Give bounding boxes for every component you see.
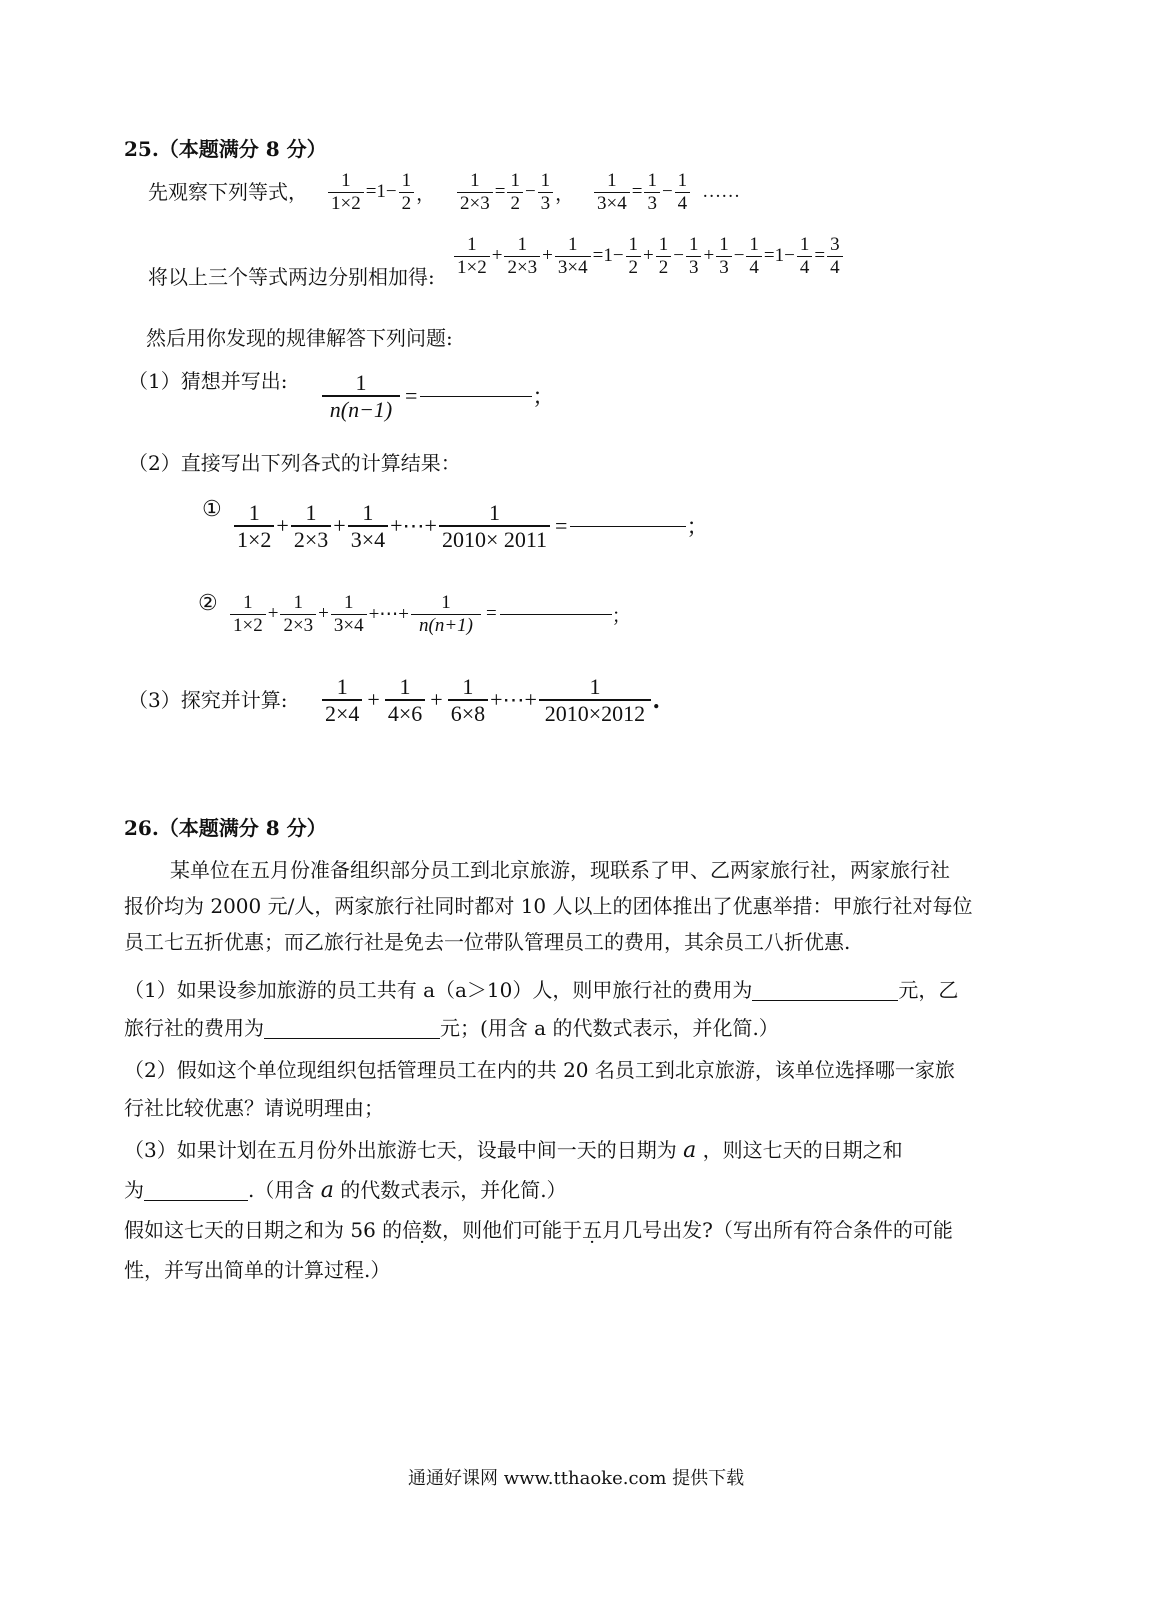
q25-eq1: $\frac{1}{1\times 2}$ =1− $\frac{1}{2}$ ， [326,170,435,215]
emphasis-dotted-text: 倍数 [402,1218,443,1242]
frac: $\frac{1}{6\times 8}$ [448,674,488,726]
frac: $\frac{1}{2\times 3}$ [280,592,316,637]
q25-eq3: $\frac{1}{3\times 4}$ = $\frac{1}{3}$ − $\frac{1}{4}$ …… [592,170,740,215]
q26-intro-line2: 报价均为 2000 元/人，两家旅行社同时都对 10 人以上的团体推出了优惠举措：甲旅行社对每位 [124,894,973,918]
q26-p2-line2: 行社比较优惠？请说明理由； [124,1096,384,1120]
frac: $\frac{1}{1\times 2}$ [234,500,274,552]
q26-p3-line1: （3）如果计划在五月份外出旅游七天，设最中间一天的日期为 a ，则这七天的日期之和 [124,1138,903,1163]
frac: $\frac{1}{3\times 4}$ [555,234,591,279]
circled-2-marker: ② [198,591,218,616]
frac: $\frac{1}{3\times 4}$ [594,170,630,215]
frac: $\frac{1}{3\times 4}$ [331,592,367,637]
q26-p2-line1: （2）假如这个单位现组织包括管理员工在内的共 20 名员工到北京旅游，该单位选择哪一家旅 [124,1058,955,1082]
emphasis-dotted-text: 于五月 [562,1218,623,1242]
q25-p1-expr: $\frac{1}{n(n-1)}$ = ； [320,370,554,422]
frac: $\frac{1}{2}$ [656,234,672,279]
answer-blank[interactable] [420,395,532,397]
frac: $\frac{1}{1\times 2}$ [230,592,266,637]
q25-p3-label: （3）探究并计算: [128,688,288,712]
q26-p1-line2: 旅行社的费用为 元；(用含 a 的代数式表示，并化简.） [124,1016,779,1040]
answer-blank[interactable] [570,525,686,527]
q26-p1-line1: （1）如果设参加旅游的员工共有 a（a＞10）人，则甲旅行社的费用为 元，乙 [124,978,959,1002]
q25-eq2: $\frac{1}{2\times 3}$ = $\frac{1}{2}$ − $\frac{1}{3}$ ， [455,170,574,215]
frac: $\frac{1}{2\times 3}$ [504,234,540,279]
q25-header: 25.（本题满分 8 分） [124,137,327,161]
q26-header: 26.（本题满分 8 分） [124,816,327,840]
q26-intro-line1: 某单位在五月份准备组织部分员工到北京旅游，现联系了甲、乙两家旅行社，两家旅行社 [170,858,950,882]
q25-then-text: 然后用你发现的规律解答下列问题: [146,326,453,350]
q25-p2-label: （2）直接写出下列各式的计算结果： [128,451,461,475]
q25-p2a-expr: $\frac{1}{1\times 2}$ + $\frac{1}{2\times 3}$ + $\frac{1}{3\times 4}$ +⋯+ $\frac{1}{2010\times 2011}$ = ； [232,500,708,552]
q26-p3-line3: 假如这七天的日期之和为 56 的倍数，则他们可能于五月几号出发?（写出所有符合条件的可能 [124,1212,953,1248]
page-footer: 通通好课网 www.tthaoke.com 提供下载 [408,1468,745,1489]
frac: $\frac{1}{1\times 2}$ [328,170,364,215]
frac: $\frac{1}{4}$ [675,170,691,215]
frac: $\frac{1}{2\times 3}$ [291,500,331,552]
answer-blank[interactable] [264,1037,440,1039]
q26-p3-line4: 性，并写出简单的计算过程.） [124,1258,391,1282]
answer-blank[interactable] [752,999,898,1001]
frac: $\frac{1}{3}$ [686,234,702,279]
frac: $\frac{1}{n(n-1)}$ [322,370,400,422]
frac: $\frac{1}{3}$ [716,234,732,279]
q26-p3-line2: 为 .（用含 a 的代数式表示，并化简.） [124,1178,567,1203]
q26-intro-line3: 员工七五折优惠；而乙旅行社是免去一位带队管理员工的费用，其余员工八折优惠. [124,930,851,954]
frac: $\frac{1}{1\times 2}$ [454,234,490,279]
q25-sum-label: 将以上三个等式两边分别相加得: [148,265,435,289]
frac: $\frac{1}{4}$ [797,234,813,279]
frac: $\frac{1}{2010\times 2011}$ [439,500,550,552]
q25-sum-expr: $\frac{1}{1\times 2}$ + $\frac{1}{2\times 3}$ + $\frac{1}{3\times 4}$ = 1 − $\frac{1}{2}$ + $\frac{1}{2}$ − $\frac{1}{3}$ + $\frac{1}{3}$ − $\frac{1}{4}$ = 1 − $\frac{1}{4}$ = $\frac{3}{4}$ [452,234,845,279]
answer-blank[interactable] [144,1199,248,1201]
circled-1-marker: ① [202,497,222,522]
answer-blank[interactable] [500,613,612,615]
frac: $\frac{1}{3\times 4}$ [348,500,388,552]
frac: $\frac{1}{3}$ [644,170,660,215]
q25-p1-label: （1）猜想并写出: [128,369,288,393]
frac: $\frac{1}{2\times 3}$ [457,170,493,215]
q25-p3-expr: $\frac{1}{2\times 4}$ + $\frac{1}{4\times 6}$ + $\frac{1}{6\times 8}$ +⋯+ $\frac{1}{2010\times 2012}$ . [320,674,659,726]
q25-p2b-expr: $\frac{1}{1\times 2}$ + $\frac{1}{2\times 3}$ + $\frac{1}{3\times 4}$ +⋯+ $\frac{1}{n(n+1)}$ = ； [228,592,631,637]
frac: $\frac{1}{3}$ [538,170,554,215]
frac: $\frac{3}{4}$ [827,234,843,279]
q25-observe-label: 先观察下列等式， [148,180,308,204]
frac: $\frac{1}{2}$ [507,170,523,215]
frac: $\frac{1}{2}$ [399,170,415,215]
frac: $\frac{1}{2010\times 2012}$ [539,674,651,726]
frac: $\frac{1}{4\times 6}$ [385,674,425,726]
frac: $\frac{1}{2\times 4}$ [322,674,362,726]
frac: $\frac{1}{n(n+1)}$ [411,592,481,637]
frac: $\frac{1}{4}$ [746,234,762,279]
frac: $\frac{1}{2}$ [626,234,642,279]
